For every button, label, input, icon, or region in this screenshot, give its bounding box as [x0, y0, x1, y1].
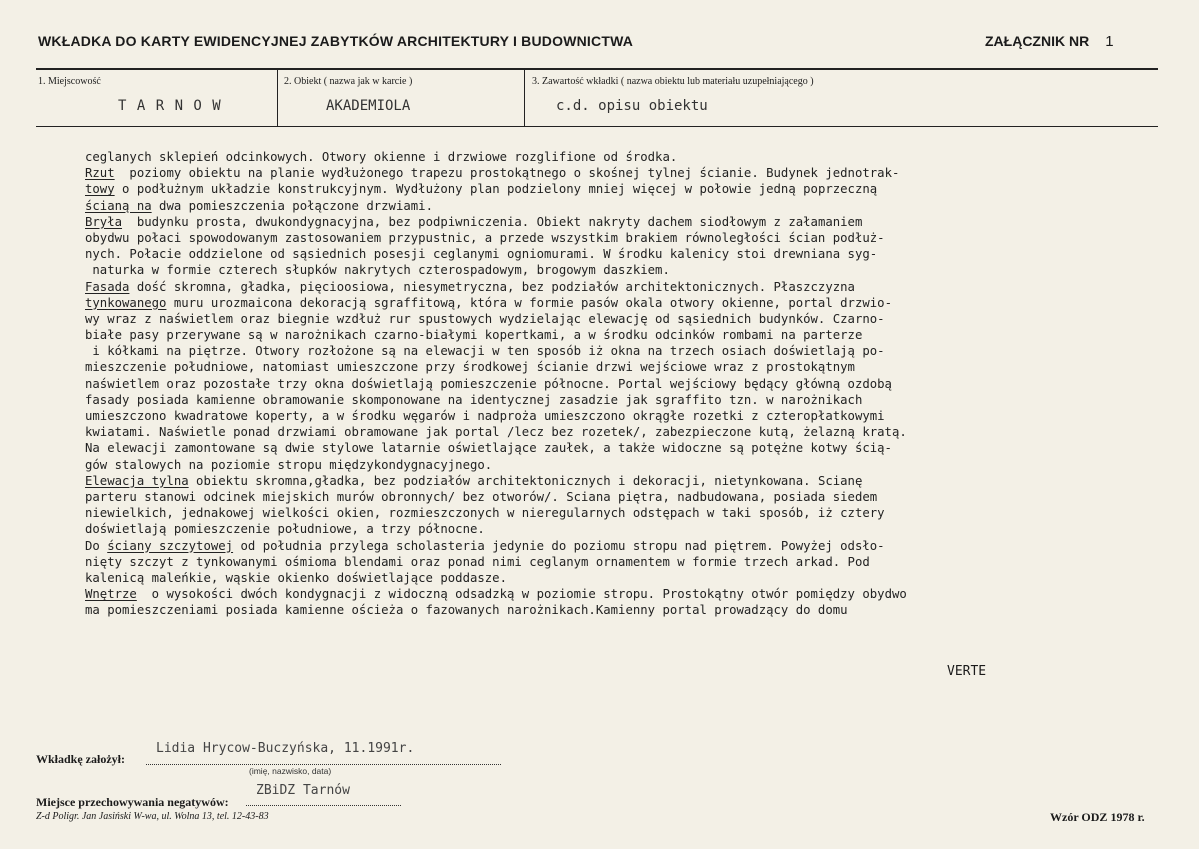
body-line: [85, 440, 1189, 456]
section-heading: towy: [85, 182, 115, 197]
body-line-text: obydwu połaci spowodowanym zastosowaniem przypustnic, a przede wszystkim brakiem równoległości ścian podłuż-: [85, 230, 885, 245]
storage-value: ZBiDZ Tarnów: [256, 783, 350, 798]
body-line: [85, 489, 1189, 505]
body-line: [85, 554, 1189, 570]
field-separator-1: [277, 70, 278, 126]
object-label: 2. Obiekt ( nazwa jak w karcie ): [284, 76, 413, 87]
section-heading: Bryła: [85, 214, 123, 229]
body-line-text: wy wraz z naświetlem oraz biegnie wzdłuż rur spustowych wydzielając elewację od sąsiednich budynków. Czarno-: [85, 311, 885, 326]
body-line-text: doświetlają pomieszczenie południowe, a trzy północne.: [85, 522, 485, 537]
section-heading: Fasada: [85, 279, 130, 294]
body-line-text: fasady posiada kamienne obramowanie skomponowane na identycznej zasadzie jak sgraffito tzn. w narożnikach: [85, 392, 863, 407]
body-line-text: muru urozmaicona dekoracją sgraffitową, która w formie pasów okala otwory okienne, portal drzwio-: [166, 295, 892, 310]
body-line: [85, 521, 1189, 537]
body-line-text: kalenicą maleńkie, wąskie okienko doświetlające poddasze.: [85, 570, 507, 585]
body-line-text: nych. Połacie oddzielone od sąsiednich posesji ceglanymi ogniomurami. W środku kalenicy stoi drewniana syg-: [85, 247, 878, 262]
body-line: [85, 602, 1189, 618]
body-line: [85, 473, 1189, 489]
body-line-text: ma pomieszczeniami posiada kamienne ościeża o fazowanych narożnikach.Kamienny portal prowadzący do domu: [85, 603, 848, 618]
body-line-text: o wysokości dwóch kondygnacji z widoczną odsadzką w poziomie stropu. Prostokątny otwór pomiędzy obydwo: [136, 587, 907, 602]
body-line-text: naświetlem oraz pozostałe trzy okna doświetlają pomieszczenie północne. Portal wejściowy będący główną ozdobą: [85, 376, 892, 391]
locality-label: 1. Miejscowość: [38, 76, 101, 87]
form-title: WKŁADKA DO KARTY EWIDENCYJNEJ ZABYTKÓW ARCHITEKTURY I BUDOWNICTWA: [38, 33, 634, 49]
author-value: Lidia Hrycow-Buczyńska, 11.1991r.: [156, 741, 415, 756]
printer-imprint: Z-d Poligr. Jan Jasiński W-wa, ul. Wolna 13, tel. 12-43-83: [36, 811, 269, 822]
section-heading: Elewacja tylna: [85, 473, 189, 488]
body-line-text: nięty szczyt z tynkowanymi ośmioma blendami oraz ponad nimi ceglanym ornamentem w formie trzech arkad. Pod: [85, 554, 870, 569]
body-line: [85, 424, 1189, 440]
field-separator-2: [524, 70, 525, 126]
body-line-text: parteru stanowi odcinek miejskich murów obronnych/ bez otworów/. Sciana piętra, nadbudowana, posiada siedem: [85, 489, 878, 504]
body-line-text: kwiatami. Naświetle ponad drzwiami obramowane jak portal /lecz bez rozetek/, zabezpieczone kutą, żelazną kratą.: [85, 425, 907, 440]
locality-value: T A R N O W: [118, 98, 222, 114]
content-label: 3. Zawartość wkładki ( nazwa obiektu lub materiału uzupełniającego ): [532, 76, 814, 87]
body-line-text: budynku prosta, dwukondygnacyjna, bez podpiwniczenia. Obiekt nakryty dachem siodłowym z załamaniem: [122, 214, 863, 229]
form-template-id: Wzór ODZ 1978 r.: [1050, 810, 1145, 824]
body-line-text: dość skromna, gładka, pięcioosiowa, niesymetryczna, bez podziałów architektonicznych. Płaszczyzna: [129, 279, 855, 294]
storage-dotted-line: [246, 805, 401, 806]
body-line-text: dwa pomieszczenia połączone drzwiami.: [151, 198, 433, 213]
body-line-text: naturka w formie czterech słupków nakrytych czterospadowym, brogowym daszkiem.: [85, 263, 670, 278]
body-line: [85, 279, 1189, 295]
body-line: [85, 586, 1189, 602]
body-line: [85, 181, 1189, 197]
annex-label: [985, 33, 1114, 50]
body-line-text: ceglanych sklepień odcinkowych. Otwory okienne i drzwiowe rozglifione od środka.: [85, 150, 678, 164]
verte-label: VERTE: [947, 664, 987, 679]
body-line-text: o podłużnym układzie konstrukcyjnym. Wydłużony plan podzielony mniej więcej w połowie jedną poprzeczną: [114, 182, 878, 197]
body-line: [85, 198, 1189, 214]
header-rule-top: [36, 68, 1158, 70]
section-heading: Rzut: [85, 166, 115, 181]
content-value: c.d. opisu obiektu: [556, 98, 708, 114]
body-line: [85, 392, 1189, 408]
body-line: [85, 343, 1189, 359]
annex-number: 1: [1105, 33, 1114, 50]
body-line-text: gów stalowych na poziomie stropu międzykondygnacyjnego.: [85, 457, 493, 472]
body-line: [85, 408, 1189, 424]
body-line: [85, 295, 1189, 311]
body-line: [85, 165, 1189, 181]
header-rule-bottom: [36, 126, 1158, 127]
body-line: [85, 230, 1189, 246]
section-heading: ściany szczytowej: [107, 538, 234, 553]
body-line: [85, 505, 1189, 521]
storage-label: Miejsce przechowywania negatywów:: [36, 795, 229, 809]
body-line: [85, 570, 1189, 586]
body-line-text: od południa przylega scholasteria jedynie do poziomu stropu nad piętrem. Powyżej odsło-: [233, 538, 885, 553]
section-heading: Wnętrze: [85, 587, 137, 602]
body-line: [85, 376, 1189, 392]
body-line: [85, 311, 1189, 327]
body-line-text: białe pasy przerywane są w narożnikach czarno-białymi kopertkami, a w środku odcinków rombami na parterze: [85, 328, 863, 343]
body-line-text: i kółkami na piętrze. Otwory rozłożone są na elewacji w ten sposób iż okna na trzech osiach doświetlają po-: [85, 344, 885, 359]
annex-label-text: ZAŁĄCZNIK NR: [985, 33, 1090, 49]
body-line: [85, 457, 1189, 473]
section-heading: tynkowanego: [85, 295, 167, 310]
body-line-prefix: Do: [85, 538, 108, 553]
body-line-text: poziomy obiektu na planie wydłużonego trapezu prostokątnego o skośnej tylnej ścianie. Budynek jednotrak-: [114, 166, 900, 181]
body-line-text: obiektu skromna,gładka, bez podziałów architektonicznych i dekoracji, nietynkowana. Scianę: [188, 473, 863, 488]
body-line-text: Na elewacji zamontowane są dwie stylowe latarnie oświetlające zaułek, a także widoczne są potężne kotwy ścią-: [85, 441, 892, 456]
body-line: [85, 327, 1189, 343]
body-line-text: umieszczono kwadratowe koperty, a w środku węgarów i nadproża umieszczono okrągłe rozetki z czteropłatkowymi: [85, 409, 885, 423]
body-line: [85, 359, 1189, 375]
body-line: [85, 214, 1189, 230]
body-line: [85, 538, 1189, 554]
object-value: AKADEMIOLA: [326, 98, 411, 114]
body-line: [85, 149, 1189, 165]
author-label: Wkładkę założył:: [36, 752, 125, 766]
section-heading: ścianą na: [85, 198, 152, 213]
body-line-text: niewielkich, jednakowej wielkości okien, rozmieszczonych w nieregularnych odstępach w taki sposób, iż cztery: [85, 506, 885, 521]
body-line-text: mieszczenie południowe, natomiast umieszczone przy środkowej ścianie drzwi wejściowe wraz z prostokątnym: [85, 360, 855, 375]
body-line: [85, 246, 1189, 262]
description-body: [85, 149, 1189, 618]
author-dotted-line: [146, 764, 501, 765]
body-line: [85, 262, 1189, 278]
author-hint: (imię, nazwisko, data): [249, 766, 332, 776]
